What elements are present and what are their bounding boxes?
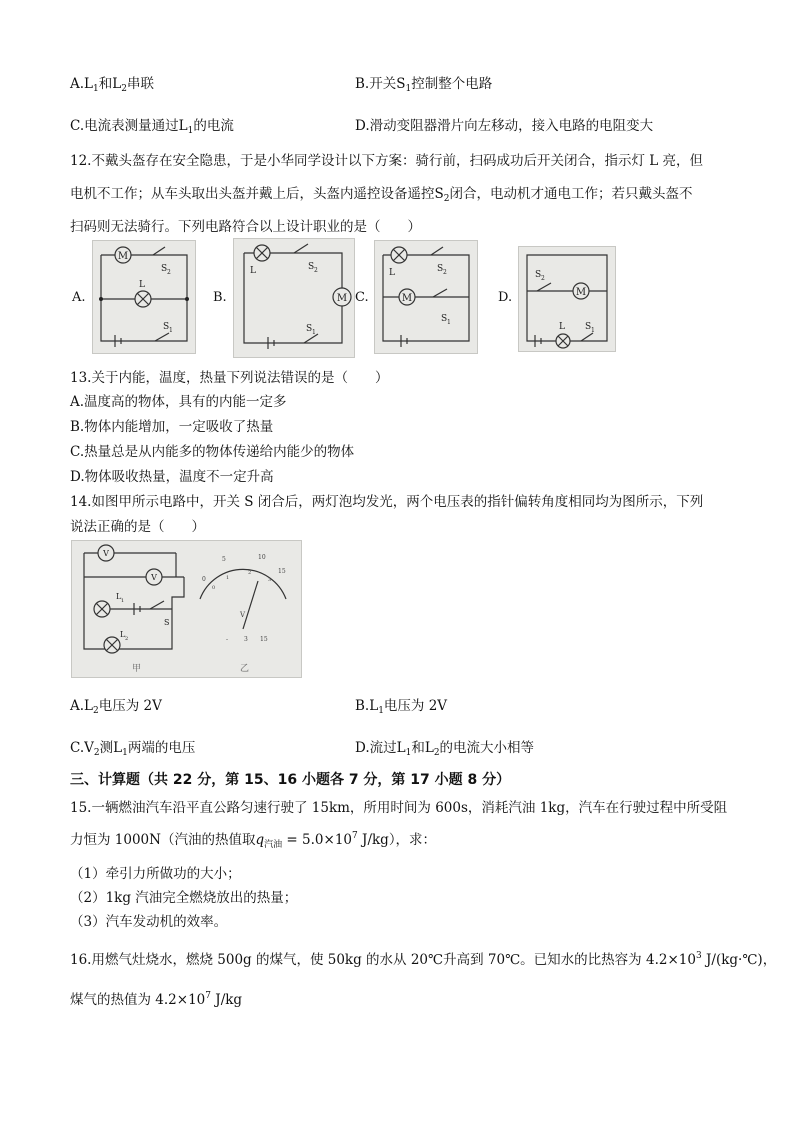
q14-option-d: D.流过$L_1$和$L_2$的电流大小相等 <box>355 740 535 758</box>
q14-figure <box>71 540 302 678</box>
svg-text:1: 1 <box>226 575 230 581</box>
q12-option-d-label: D. <box>498 290 513 305</box>
svg-text:3: 3 <box>244 636 248 643</box>
fig-yi-label: 乙 <box>240 664 250 674</box>
svg-text:L: L <box>559 322 565 332</box>
q11-option-c: C.电流表测量通过$L_1$的电流 <box>70 118 234 136</box>
svg-text:L: L <box>250 266 256 276</box>
q15-stem-line1: 15.一辆燃油汽车沿平直公路匀速行驶了 15km，所用时间为 600s，消耗汽油 1kg，汽车在行驶过程中所受阻 <box>70 800 728 816</box>
q14-option-c: $C.V_2$测$L_1$两端的电压 <box>70 740 196 758</box>
svg-text:0: 0 <box>202 576 206 583</box>
svg-text:3: 3 <box>268 577 272 583</box>
svg-text:10: 10 <box>258 554 266 561</box>
q14-stem-line2: 说法正确的是（ ） <box>70 519 205 535</box>
q12-figure-c <box>374 240 478 354</box>
svg-text:M: M <box>336 293 348 304</box>
q15-sub-3: （3）汽车发动机的效率。 <box>70 914 228 930</box>
q14-stem-line1: 14.如图甲所示电路中，开关 S 闭合后，两灯泡均发光，两个电压表的指针偏转角度相同均为图所示，下列 <box>70 494 704 510</box>
svg-text:1: 1 <box>312 329 316 336</box>
section-3-title: 三、计算题（共 22 分，第 15、16 小题各 7 分，第 17 小题 8 分） <box>70 772 511 788</box>
q12-option-a-label: A. <box>72 290 86 305</box>
q11-option-a: $A.L_1$和$L_2$串联 <box>70 76 154 94</box>
fig-jia-label: 甲 <box>132 664 142 674</box>
svg-text:V: V <box>240 611 246 619</box>
svg-text:M: M <box>575 287 587 298</box>
q13-option-c: C.热量总是从内能多的物体传递给内能少的物体 <box>70 444 355 460</box>
q12-stem-line3: 扫码则无法骑行。下列电路符合以上设计职业的是（ ） <box>70 219 421 235</box>
svg-text:2: 2 <box>167 269 171 276</box>
q14-option-a: $A.L_2$电压为 2V <box>70 698 162 716</box>
svg-text:2: 2 <box>443 269 447 276</box>
svg-text:L: L <box>120 630 126 639</box>
svg-text:V: V <box>151 573 157 582</box>
svg-text:L: L <box>389 268 395 278</box>
q12-option-b-label: B. <box>213 290 227 305</box>
svg-text:2: 2 <box>248 570 252 576</box>
motor-label: M <box>117 251 129 262</box>
switch-s2-label: S <box>161 264 168 274</box>
svg-text:L: L <box>116 592 122 601</box>
svg-text:5: 5 <box>222 556 226 563</box>
svg-text:15: 15 <box>260 636 268 643</box>
svg-text:-: - <box>226 636 229 643</box>
q11-option-b: B.开关$S_1$控制整个电路 <box>355 76 493 94</box>
svg-text:V: V <box>103 549 109 558</box>
svg-text:1: 1 <box>121 598 125 604</box>
q12-stem-line2: 电机不工作；从车头取出头盔并戴上后，头盔内遥控设备遥控$S_2$闭合，电动机才通电工作；若只戴头盔不 <box>70 186 693 204</box>
svg-text:1: 1 <box>447 319 451 326</box>
q13-stem: 13.关于内能，温度，热量下列说法错误的是（ ） <box>70 370 389 386</box>
svg-text:S: S <box>535 270 542 280</box>
q11-option-d: D.滑动变阻器滑片向左移动，接入电路的电阻变大 <box>355 118 654 134</box>
q16-stem-line2: 煤气的热值为 $4.2\times 10^7$ J/kg <box>70 991 243 1008</box>
svg-text:1: 1 <box>169 327 173 334</box>
svg-text:2: 2 <box>314 267 318 274</box>
q16-stem-line1: 16.用燃气灶烧水，燃烧 500g 的煤气，使 50kg 的水从 20℃升高到 70℃。已知水的比热容为 $4.2\times 10^3$ J/(kg·℃)， <box>70 951 777 968</box>
svg-text:0: 0 <box>212 585 216 591</box>
switch-s1-label: S <box>163 322 170 332</box>
svg-text:S: S <box>585 322 592 332</box>
svg-text:2: 2 <box>541 275 545 282</box>
svg-text:S: S <box>164 618 170 627</box>
q12-figure-d <box>518 246 616 352</box>
q13-option-b: B.物体内能增加，一定吸收了热量 <box>70 419 274 435</box>
svg-text:M: M <box>401 293 413 304</box>
q15-sub-2: （2）1kg 汽油完全燃烧放出的热量； <box>70 890 298 906</box>
svg-text:S: S <box>308 262 315 272</box>
q12-stem-line1: 12.不戴头盔存在安全隐患，于是小华同学设计以下方案：骑行前，扫码成功后开关闭合，指示灯 L 亮，但 <box>70 153 704 169</box>
svg-text:2: 2 <box>125 636 129 642</box>
q14-option-b: $B.L_1$电压为 2V <box>355 698 448 716</box>
q13-option-a: A.温度高的物体，具有的内能一定多 <box>70 394 287 410</box>
svg-text:15: 15 <box>278 568 286 575</box>
q12-option-c-label: C. <box>355 290 369 305</box>
svg-text:1: 1 <box>591 327 595 334</box>
q15-stem-line2: 力恒为 1000N（汽油的热值取$q_{汽油} = 5.0\times 10^7$ J/kg），求： <box>70 831 437 850</box>
svg-text:S: S <box>437 264 444 274</box>
q15-sub-1: （1）牵引力所做功的大小； <box>70 866 241 882</box>
q13-option-d: D.物体吸收热量，温度不一定升高 <box>70 469 274 485</box>
svg-text:S: S <box>441 314 448 324</box>
svg-text:S: S <box>306 324 313 334</box>
q12-figure-a <box>92 240 196 354</box>
lamp-label: L <box>139 280 145 290</box>
q12-figure-b <box>233 238 355 358</box>
